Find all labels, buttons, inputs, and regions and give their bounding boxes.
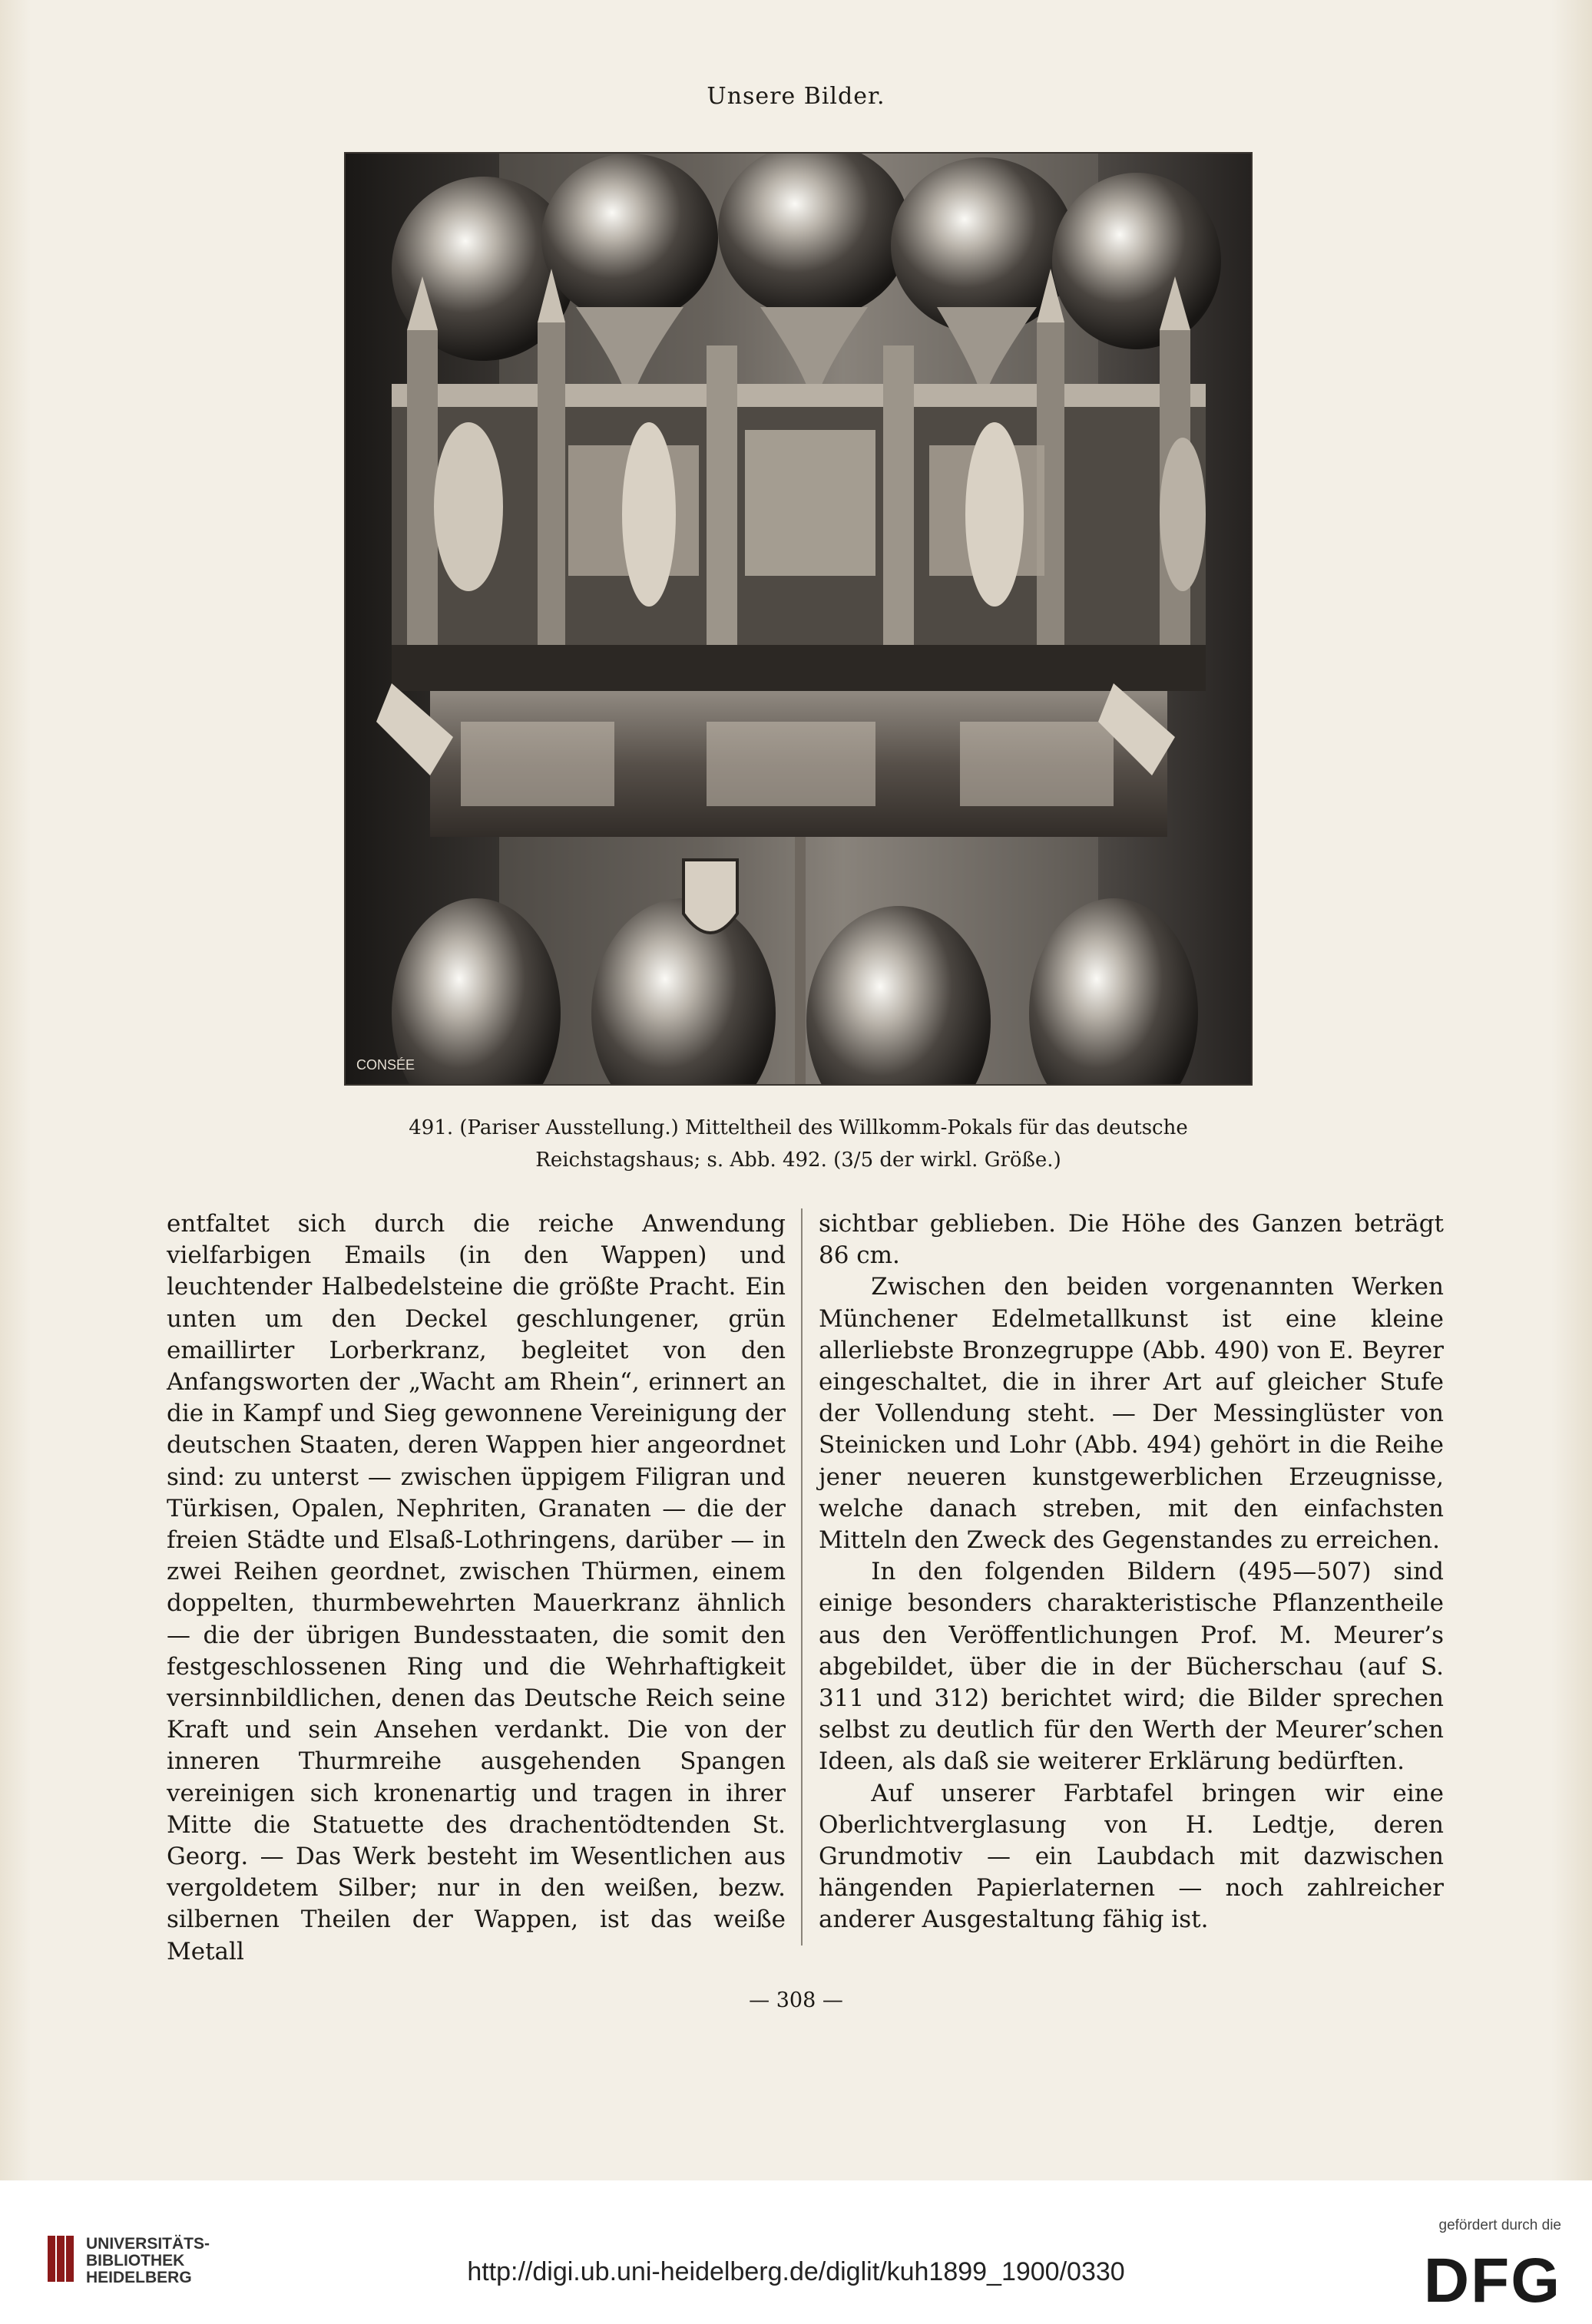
- library-name: UNIVERSITÄTS- BIBLIOTHEK HEIDELBERG: [86, 2235, 210, 2286]
- running-header: Unsere Bilder.: [707, 83, 885, 110]
- right-text-column: [819, 1208, 1444, 1936]
- figure-caption: [346, 1112, 1251, 1176]
- left-paragraph: entfaltet sich durch die reiche Anwendung vielfarbigen Emails (in den Wappen) und leuchtender Halbedelsteine die größte Pracht. Ein unten um den Deckel geschlungener, grün emaillirter Lorberkranz, begleitet von den Anfangsworten der „Wacht am Rhein“, erinnert an die in Kampf und Sieg gewonnene Vereinigung der deutschen Staaten, deren Wappen hier angeordnet sind: zu unterst — zwischen üppigem Filigran und Türkisen, Opalen, Nephriten, Granaten — die der freien Städte und Elsaß-Lothringens, darüber — in zwei Reihen geordnet, zwischen Thürmen, einem doppelten, thurmbewehrten Mauerkranz ähnlich — die der übrigen Bundesstaaten, die somit den festgeschlossenen Ring und die Wehrhaftigkeit versinnbildlichen, denen das Deutsche Reich seine Kraft und sein Ansehen verdankt. Die von der inneren Thurmreihe ausgehenden Spangen vereinigen sich kronenartig und tragen in ihrer Mitte die Statuette des drachentödtenden St. Georg. — Das Werk besteht im Wesentlichen aus vergoldetem Silber; nur in den weißen, bezw. silbernen Theilen der Wappen, ist das weiße Metall: [167, 1210, 786, 1965]
- caption-line-2: Reichstagshaus; s. Abb. 492. (3/5 der wirkl. Größe.): [535, 1149, 1061, 1172]
- right-paragraph-1: sichtbar geblieben. Die Höhe des Ganzen beträgt 86 cm.: [819, 1210, 1444, 1270]
- photographer-signature: CONSÉE: [356, 1057, 415, 1073]
- right-paragraph-3: In den folgenden Bildern (495—507) sind einige besonders charakteristische Pflanzentheile aus den Veröffentlichungen Prof. M. Meurer’s abgebildet, über die in der Bücherschau (auf S. 311 und 312) berichtet wird; die Bilder sprechen selbst zu deutlich für den Werth der Meurer’schen Ideen, als daß sie weiterer Erklärung bedürften.: [819, 1558, 1444, 1776]
- column-divider: [801, 1208, 803, 1945]
- goblet-photo-illustration: [346, 154, 1251, 1084]
- source-url-link[interactable]: http://digi.ub.uni-heidelberg.de/diglit/kuh1899_1900/0330: [467, 2257, 1125, 2286]
- dfg-logo: DFG: [1423, 2246, 1561, 2316]
- right-paragraph-4: Auf unserer Farbtafel bringen wir eine Oberlichtverglasung von H. Ledtje, deren Grundmotiv — ein Laubdach mit dazwischen hängenden Papierlaternen — noch zahlreicher anderer Ausgestaltung fähig ist.: [819, 1779, 1444, 1934]
- inscription-band: [376, 645, 1206, 837]
- photo-plate: [346, 154, 1251, 1084]
- page-number: — 308 —: [749, 1988, 843, 2012]
- caption-line-1: 491. (Pariser Ausstellung.) Mitteltheil des Willkomm-Pokals für das deutsche: [409, 1116, 1188, 1139]
- left-text-column: [167, 1208, 786, 1968]
- right-paragraph-2: Zwischen den beiden vorgenannten Werken Münchener Edelmetallkunst ist eine kleine allerliebste Bronzegruppe (Abb. 490) von E. Beyrer eingeschaltet, die in ihrer Art auf gleicher Stufe der Vollendung steht. — Der Messinglüster von Steinicken und Lohr (Abb. 494) gehört in die Reihe jener neueren kunstgewerblichen Erzeugnisse, welche danach streben, mit den einfachsten Mitteln den Zweck des Gegenstandes zu erreichen.: [819, 1273, 1444, 1555]
- sponsor-note: gefördert durch die: [1438, 2217, 1561, 2233]
- digitization-footer: [0, 2180, 1592, 2324]
